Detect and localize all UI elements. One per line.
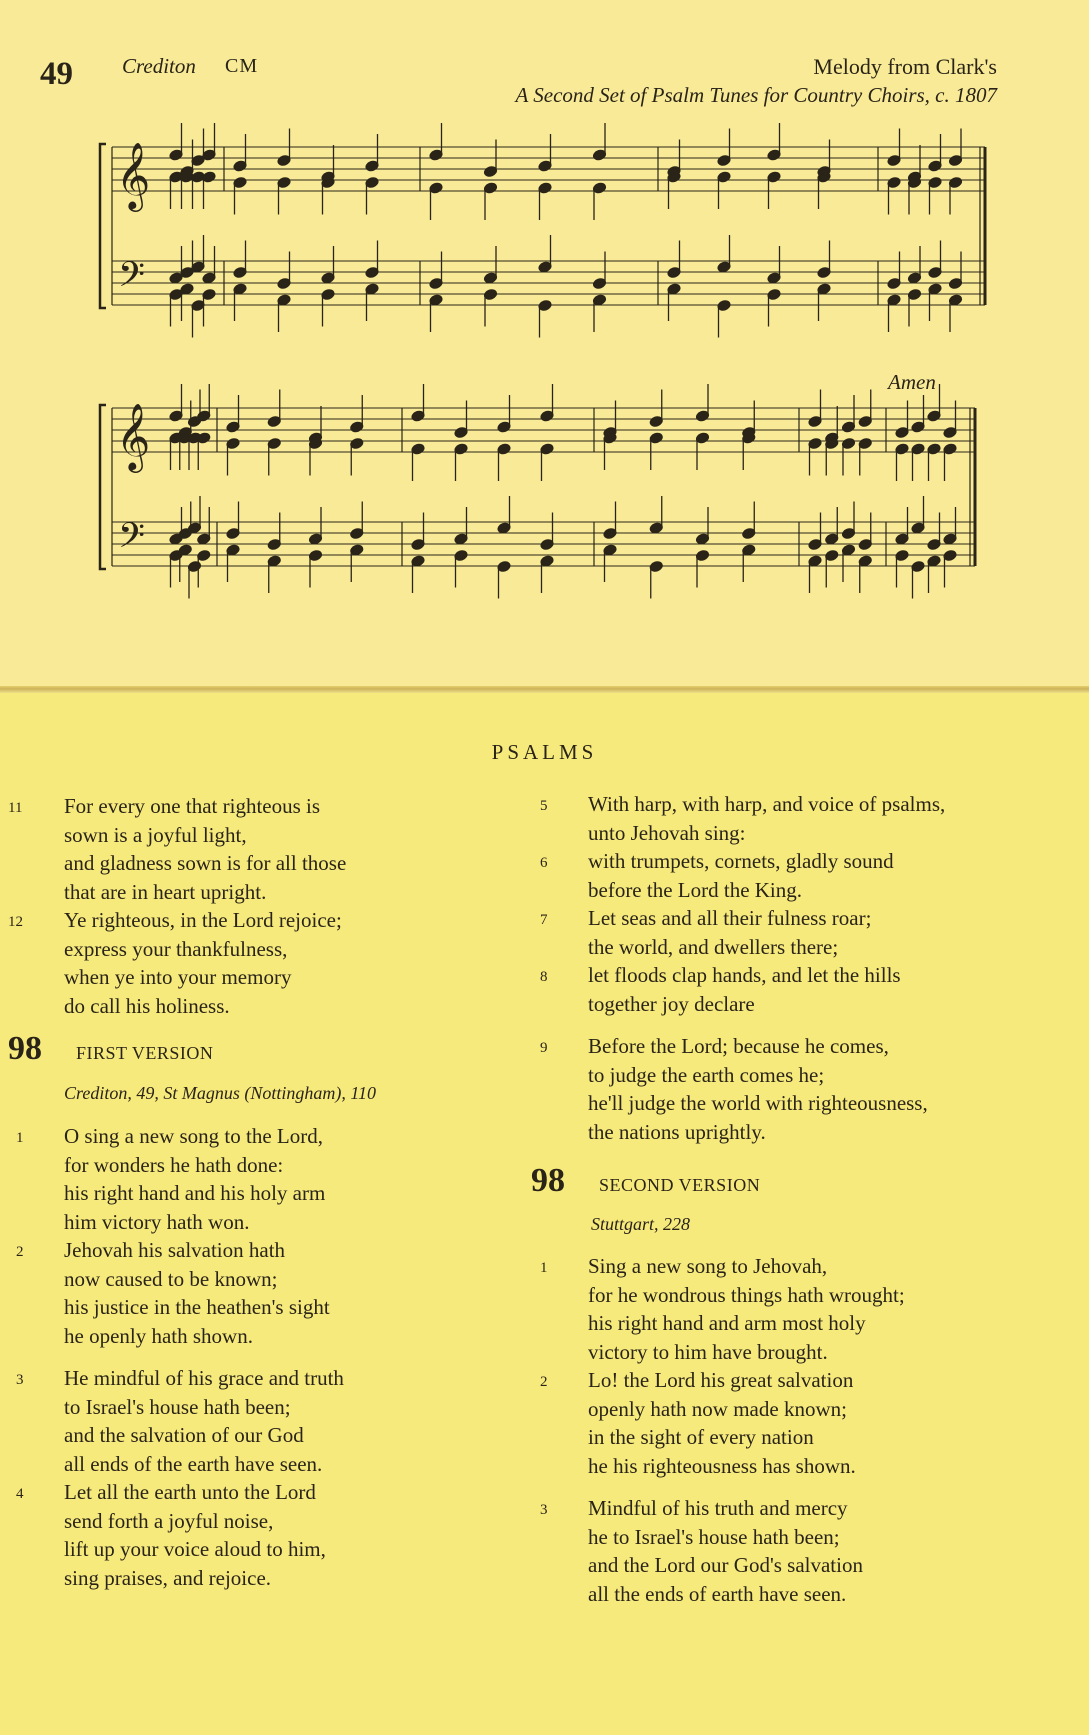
tune-references: Stuttgart, 228 [591, 1214, 691, 1234]
verse-line: For every one that righteous is [64, 794, 321, 818]
section-title: PSALMS [491, 740, 598, 764]
psalm-heading-first [8, 1030, 213, 1068]
hymn-number: 49 [40, 56, 73, 92]
psalm-heading-second [531, 1162, 760, 1200]
verse [528, 847, 1088, 904]
version-label: FIRST VERSION [76, 1043, 214, 1063]
verse-line: now caused to be known; [64, 1266, 278, 1291]
verse-number: 3 [16, 1372, 24, 1388]
verse-list [528, 1252, 1088, 1608]
verse-line: he'll judge the world with righteousness, [588, 1091, 928, 1115]
verse-line: let floods clap hands, and let the hills [588, 963, 901, 987]
verse-line: unto Jehovah sing: [588, 820, 746, 845]
verse-line: Before the Lord; because he comes, [588, 1034, 889, 1058]
verse-line: the nations uprightly. [588, 1119, 766, 1144]
verse-line: that are in heart upright. [64, 879, 267, 904]
verse [528, 1494, 1088, 1608]
first-version-continued [528, 790, 1088, 1146]
verse-line: Let all the earth unto the Lord [64, 1480, 316, 1504]
verse-number: 1 [16, 1130, 24, 1146]
verse-line: he to Israel's house hath been; [588, 1524, 840, 1549]
verse-line: and the salvation of our God [64, 1423, 304, 1447]
verse-line: and gladness sown is for all those [64, 851, 347, 875]
verse-list [0, 1122, 520, 1592]
verse-line: Ye righteous, in the Lord rejoice; [64, 908, 342, 932]
verse-number: 11 [8, 800, 23, 816]
verse-line: victory to him have brought. [588, 1339, 828, 1364]
verse [0, 906, 520, 1020]
verse-line: Sing a new song to Jehovah, [588, 1254, 828, 1278]
verse-line: With harp, with harp, and voice of psalms, [588, 792, 946, 816]
bass-clef: 𝄢 [118, 254, 146, 303]
verse [528, 1252, 1088, 1366]
verse-line: sing praises, and rejoice. [64, 1565, 272, 1590]
verse-line: and the Lord our God's salvation [588, 1553, 863, 1577]
verse-line: lift up your voice aloud to him, [64, 1537, 326, 1561]
verse [528, 790, 1088, 847]
system-brace [100, 144, 106, 308]
verse-line: to Israel's house hath been; [64, 1394, 291, 1419]
verse-line: do call his holiness. [64, 993, 230, 1018]
verse [0, 1364, 520, 1478]
verse-line: his right hand and arm most holy [588, 1311, 866, 1335]
bass-clef: 𝄢 [118, 515, 146, 564]
verse-number: 2 [16, 1244, 24, 1260]
previous-psalm-verses [0, 792, 520, 1020]
verse-line: Let seas and all their fulness roar; [588, 906, 872, 930]
verse-line: before the Lord the King. [588, 877, 803, 902]
left-column [0, 792, 520, 1020]
psalm-number: 98 [531, 1162, 565, 1199]
verse [0, 1122, 520, 1236]
verse [0, 792, 520, 906]
verse-number: 6 [540, 855, 548, 871]
verse-line: together joy declare [588, 991, 755, 1016]
verse [528, 904, 1088, 961]
verse-line: express your thankfulness, [64, 936, 288, 961]
verse-number: 5 [540, 798, 548, 814]
verse [528, 1032, 1088, 1146]
verse-line: openly hath now made known; [588, 1396, 847, 1421]
verse-number: 1 [540, 1260, 548, 1276]
verse-line: with trumpets, cornets, gladly sound [588, 849, 894, 873]
verse-line: Lo! the Lord his great salvation [588, 1368, 854, 1392]
verse-line: all the ends of earth have seen. [588, 1581, 847, 1606]
melody-source: Melody from Clark's [813, 54, 997, 79]
verse [528, 961, 1088, 1018]
verse [528, 1366, 1088, 1480]
treble-clef: 𝄞 [116, 141, 151, 209]
verse-line: the world, and dwellers there; [588, 934, 839, 959]
verse-line: all ends of the earth have seen. [64, 1451, 323, 1476]
psalm-number: 98 [8, 1030, 42, 1067]
verse-number: 9 [540, 1040, 548, 1056]
verse-line: sown is a joyful light, [64, 822, 247, 847]
verse-number: 8 [540, 969, 548, 985]
verse-line: for he wondrous things hath wrought; [588, 1282, 905, 1307]
treble-clef: 𝄞 [116, 402, 151, 470]
verse-line: Mindful of his truth and mercy [588, 1496, 848, 1520]
first-version-verses [0, 1122, 520, 1592]
music-score [0, 0, 1089, 620]
verse-line: to judge the earth comes he; [588, 1062, 825, 1087]
second-version-verses [528, 1252, 1088, 1608]
verse-number: 12 [8, 914, 23, 930]
verse-line: Jehovah his salvation hath [64, 1238, 286, 1262]
verse-line: send forth a joyful noise, [64, 1508, 274, 1533]
page-fold [0, 686, 1089, 693]
verse-number: 7 [540, 912, 548, 928]
amen-label: Amen [888, 370, 936, 394]
verse [0, 1236, 520, 1350]
verse-number: 2 [540, 1374, 548, 1390]
tune-meter: CM [225, 55, 259, 77]
verse-line: in the sight of every nation [588, 1425, 814, 1449]
verse-number: 4 [16, 1486, 24, 1502]
verse-line: him victory hath won. [64, 1209, 250, 1234]
verse-line: He mindful of his grace and truth [64, 1366, 344, 1390]
verse-line: he openly hath shown. [64, 1323, 253, 1348]
verse-line: his justice in the heathen's sight [64, 1295, 330, 1319]
verse-line: when ye into your memory [64, 965, 292, 989]
tune-name: Crediton [122, 54, 196, 78]
verse [0, 1478, 520, 1592]
tune-references: Crediton, 49, St Magnus (Nottingham), 110 [64, 1083, 376, 1103]
melody-source-title: A Second Set of Psalm Tunes for Country Choirs, c. 1807 [515, 83, 997, 107]
right-column [528, 790, 1088, 1146]
version-label: SECOND VERSION [599, 1175, 761, 1195]
verse-line: O sing a new song to the Lord, [64, 1124, 323, 1148]
verse-line: for wonders he hath done: [64, 1152, 284, 1177]
verse-line: his right hand and his holy arm [64, 1181, 326, 1205]
verse-number: 3 [540, 1502, 548, 1518]
system-brace [100, 405, 106, 569]
verse-line: he his righteousness has shown. [588, 1453, 856, 1478]
